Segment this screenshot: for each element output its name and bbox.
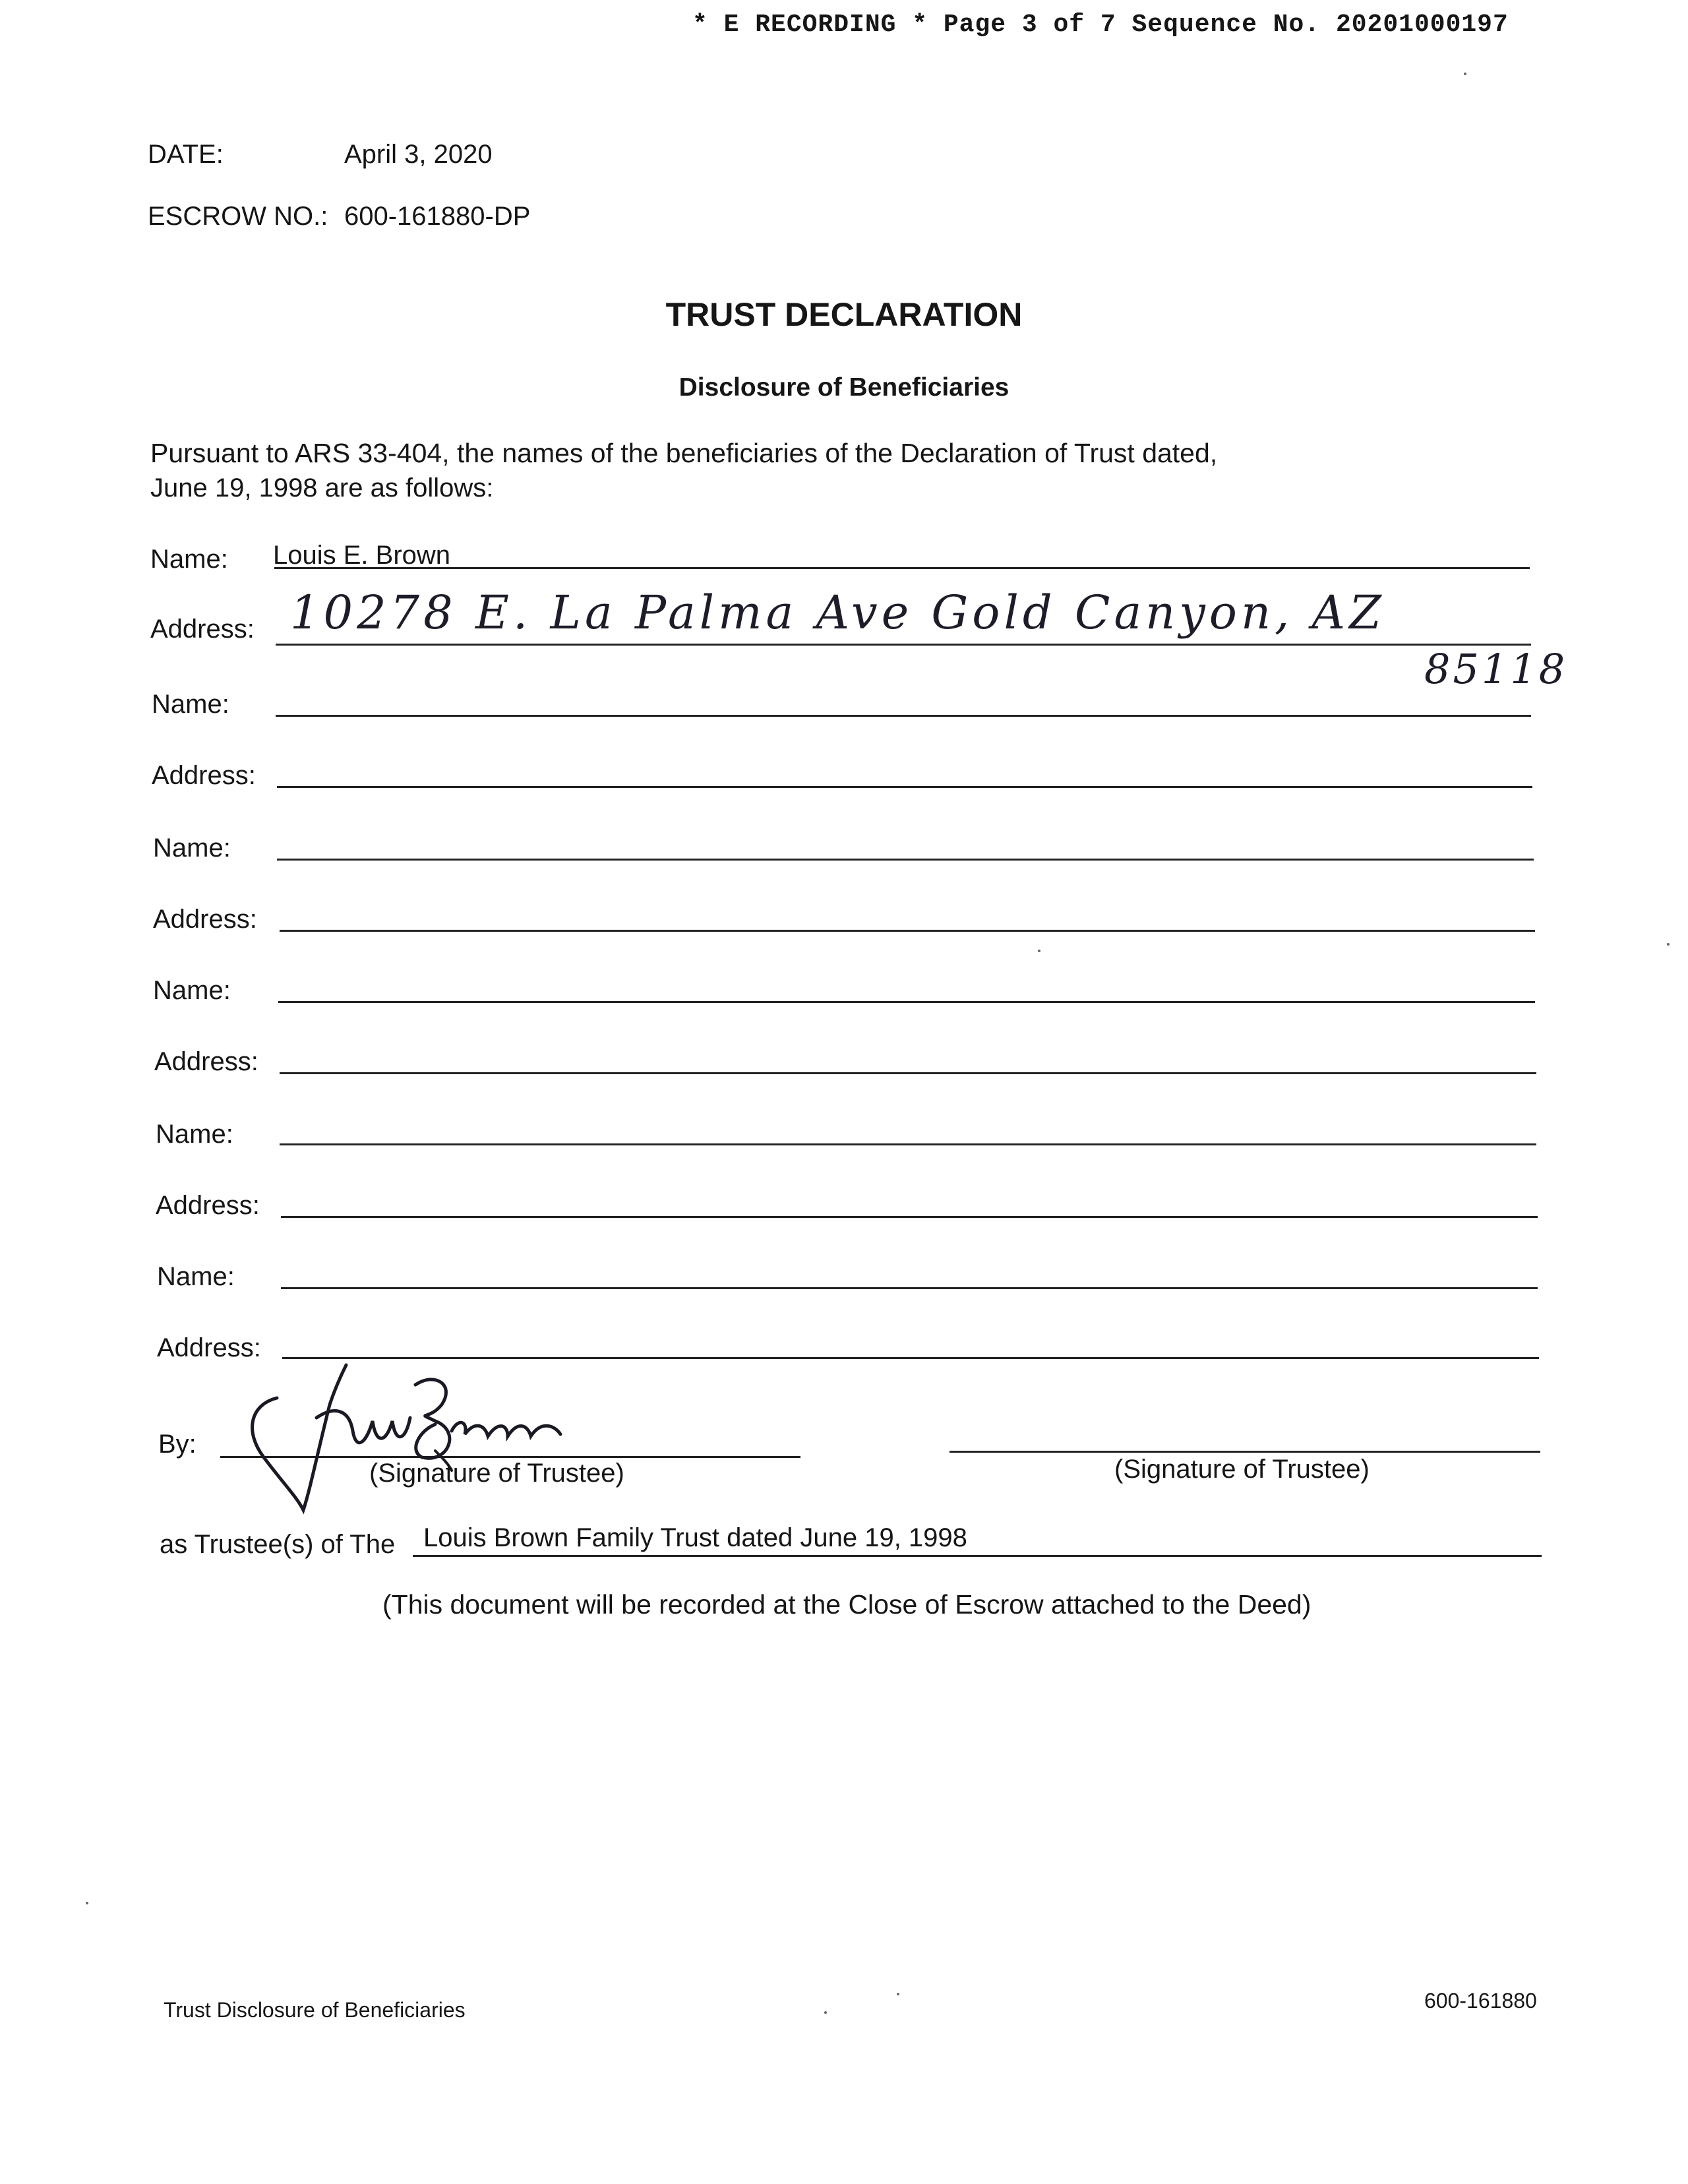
name-label: Name: [153, 976, 231, 1005]
intro-line-2: June 19, 1998 are as follows: [150, 473, 494, 502]
name-label: Name: [156, 1120, 233, 1149]
scan-speck [897, 1993, 899, 1995]
document-subtitle: Disclosure of Beneficiaries [678, 373, 1010, 402]
address-label: Address: [152, 761, 256, 790]
footer-escrow-number: 600-161880 [1424, 1989, 1537, 2013]
name-line [274, 567, 1530, 569]
trust-name: Louis Brown Family Trust dated June 19, 1998 [423, 1523, 967, 1552]
name-line [280, 1143, 1536, 1145]
name-line [276, 715, 1531, 717]
name-line [277, 859, 1534, 861]
address-label: Address: [156, 1191, 260, 1220]
beneficiary-name: Louis E. Brown [273, 541, 451, 570]
date-label: DATE: [148, 140, 224, 169]
recording-header: * E RECORDING * Page 3 of 7 Sequence No. 20201000197 [692, 11, 1509, 39]
address-line [280, 1072, 1536, 1074]
trustee-signature [237, 1358, 659, 1517]
name-label: Name: [157, 1262, 235, 1291]
scan-speck [1464, 73, 1466, 75]
address-label: Address: [154, 1047, 258, 1076]
intro-line-1: Pursuant to ARS 33-404, the names of the beneficiaries of the Declaration of Trust dated, [150, 438, 1218, 468]
handwritten-zip: 85118 [1424, 645, 1568, 693]
escrow-value: 600-161880-DP [344, 202, 531, 231]
name-line [278, 1001, 1535, 1003]
scan-speck [1667, 943, 1670, 946]
date-value: April 3, 2020 [344, 140, 493, 169]
name-label: Name: [153, 834, 231, 863]
name-line [281, 1287, 1538, 1289]
address-label: Address: [157, 1333, 261, 1362]
address-line [276, 644, 1531, 646]
address-line [277, 786, 1532, 788]
scan-speck [824, 2011, 827, 2014]
trustee-label: as Trustee(s) of The [160, 1530, 396, 1559]
address-label: Address: [150, 615, 255, 644]
address-line [280, 930, 1535, 932]
by-label: By: [158, 1430, 196, 1459]
footer-title: Trust Disclosure of Beneficiaries [164, 1998, 466, 2022]
signature-line-right [950, 1451, 1540, 1453]
address-label: Address: [153, 905, 257, 934]
address-line [281, 1216, 1538, 1218]
name-label: Name: [150, 545, 228, 574]
recording-note: (This document will be recorded at the Close of Escrow attached to the Deed) [382, 1589, 1311, 1620]
scan-speck [1038, 950, 1040, 952]
scan-speck [86, 1902, 88, 1904]
signature-caption-left: (Signature of Trustee) [369, 1459, 624, 1488]
trustee-line [413, 1555, 1542, 1557]
escrow-label: ESCROW NO.: [148, 202, 328, 231]
handwritten-address: 10278 E. La Palma Ave Gold Canyon, AZ [290, 586, 1385, 640]
signature-caption-right: (Signature of Trustee) [1114, 1455, 1370, 1484]
document-title: TRUST DECLARATION [665, 296, 1023, 333]
name-label: Name: [152, 690, 229, 719]
